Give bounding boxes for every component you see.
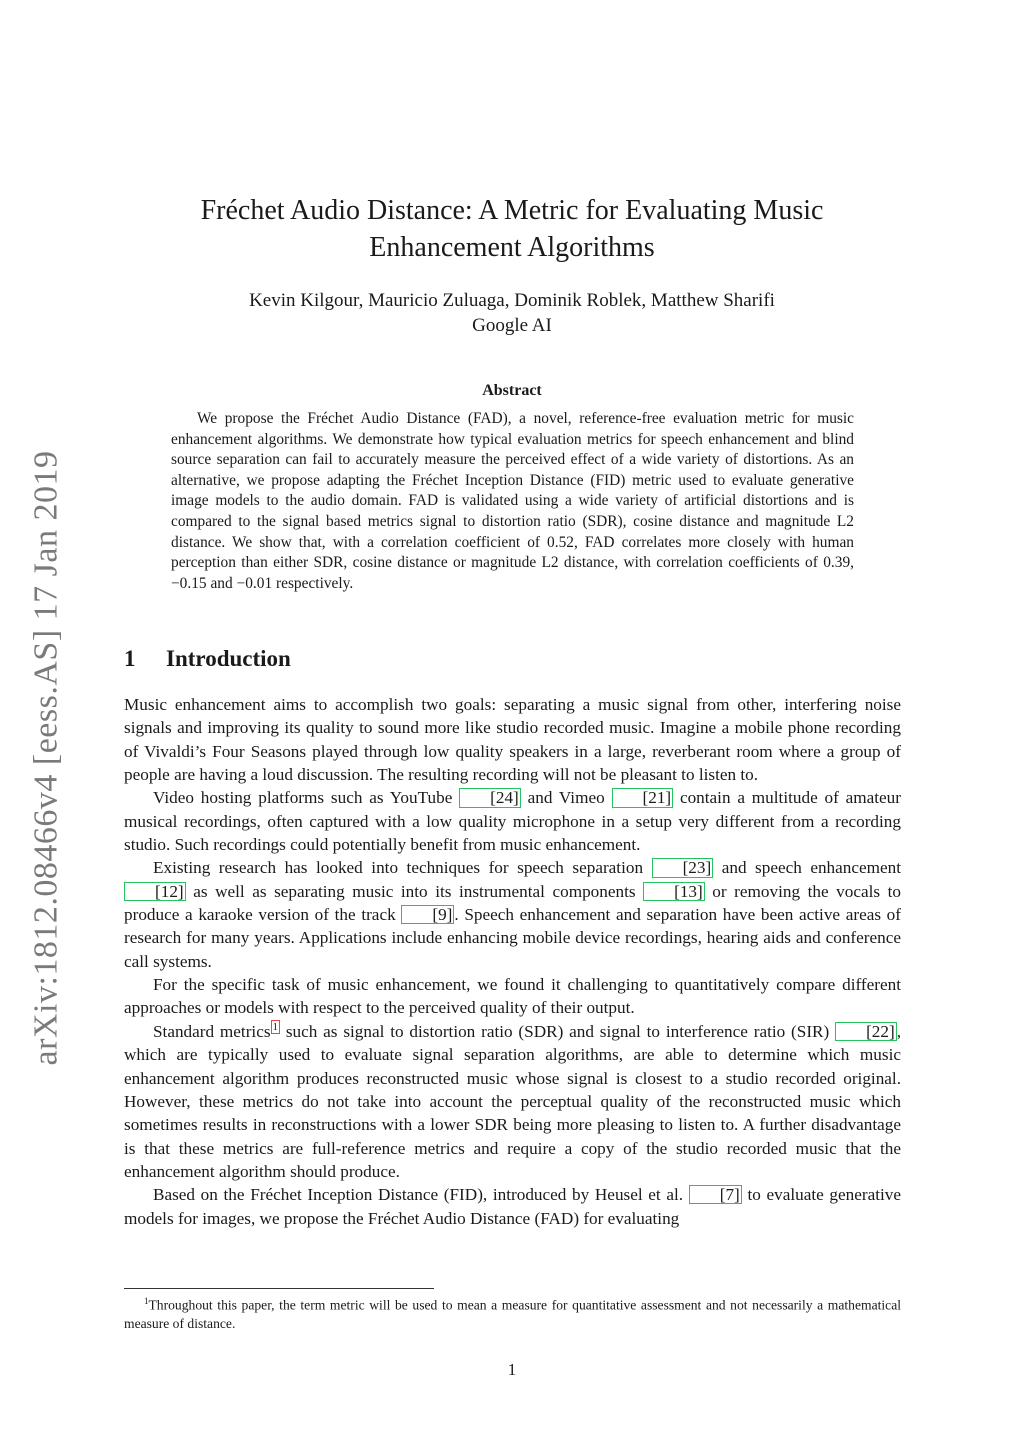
paragraph-6: [124, 1183, 901, 1230]
text-run: , which are typically used to evaluate signal separation algorithms, are able to determine which music enhancement algorithm produces reconstructed music whose signal is closest to a studio recorded original. However, these metrics do not take into account the perceptual quality of the reconstructed music which sometimes results in reconstructions with a lower SDR being more pleasing to listen to. A further disadvantage is that these metrics are full-reference metrics and require a copy of the studio recorded music that the enhancement algorithm should produce.: [124, 1021, 901, 1181]
affiliation: Google AI: [472, 315, 552, 336]
footnote-mark: 1: [144, 1296, 149, 1306]
text-run: Existing research has looked into techniques for speech separation: [153, 858, 652, 878]
section-title: Introduction: [166, 646, 291, 671]
abstract-heading: Abstract: [482, 382, 542, 399]
footnote: [124, 1292, 901, 1333]
text-run: contain a multitude of amateur musical recordings, often captured with a low quality microphone in a setup very different from a recording studio. Such recordings could potentially benefit from music enhancement.: [124, 788, 901, 855]
author-list: Kevin Kilgour, Mauricio Zuluaga, Dominik Roblek, Matthew Sharifi: [249, 290, 775, 311]
author-block: [120, 288, 904, 338]
footnote-text: Throughout this paper, the term metric will be used to mean a measure for quantitative assessment and not necessarily a mathematical measure of distance.: [124, 1297, 901, 1331]
section-heading: [124, 646, 291, 672]
citation-link[interactable]: [22]: [835, 1022, 897, 1041]
paragraph-1: Music enhancement aims to accomplish two goals: separating a music signal from other, interfering noise signals and improving its quality to sound more like studio recorded music. Imagine a mobile phone recording of Vivaldi’s Four Seasons played through low quality speakers in a large, reverberant room where a group of people are having a loud discussion. The resulting recording will not be pleasant to listen to.: [124, 695, 901, 785]
text-run: as well as separating music into its instrumental components: [185, 881, 644, 901]
abstract-text: We propose the Fréchet Audio Distance (FAD), a novel, reference-free evaluation metric for music enhancement algorithms. We demonstrate how typical evaluation metrics for speech enhancement and blind source separation can fail to accurately measure the perceived effect of a wide variety of distortions. As an alternative, we propose adapting the Fréchet Inception Distance (FID) metric used to evaluate generative image models to the audio domain. FAD is validated using a wide variety of artificial distortions and is compared to the signal based metrics signal to distortion ratio (SDR), cosine distance and magnitude L2 distance. We show that, with a correlation coefficient of 0.52, FAD correlates more closely with human perception than either SDR, cosine distance or magnitude L2 distance, with correlation coefficients of 0.39, −0.15 and −0.01 respectively.: [171, 410, 854, 592]
text-run: . Speech enhancement and separation have been active areas of research for many years. Applications include enhancing mobile device recordings, hearing aids and conference call systems.: [124, 905, 902, 971]
paragraph-5: [124, 1020, 901, 1183]
paragraph-4: For the specific task of music enhancement, we found it challenging to quantitatively compare different approaches or models with respect to the perceived quality of their output.: [124, 975, 901, 1018]
text-run: Video hosting platforms such as YouTube: [153, 788, 460, 808]
body-text: [124, 693, 901, 1230]
text-run: or removing the vocals to produce a karaoke version of the track: [124, 881, 901, 925]
citation-link[interactable]: [7]: [689, 1185, 742, 1204]
text-run: Standard metrics: [153, 1021, 271, 1041]
citation-link[interactable]: [23]: [652, 858, 714, 877]
title-line-2: Enhancement Algorithms: [369, 232, 655, 263]
page-number: 1: [507, 1360, 517, 1379]
paragraph-2: [124, 786, 901, 856]
paragraph-3: [124, 856, 901, 973]
footnote-link[interactable]: 1: [272, 1021, 279, 1034]
text-run: such as signal to distortion ratio (SDR) and signal to interference ratio (SIR): [280, 1021, 836, 1041]
title-line-1: Fréchet Audio Distance: A Metric for Evaluating Music: [200, 195, 824, 226]
arxiv-identifier: [18, 448, 74, 1068]
citation-link[interactable]: [24]: [459, 788, 521, 807]
citation-link[interactable]: [9]: [401, 905, 454, 924]
text-run: and speech enhancement: [713, 858, 901, 878]
text-run: to evaluate generative models for images, we propose the Fréchet Audio Distance (FAD) for evaluating: [124, 1185, 901, 1228]
text-run: and Vimeo: [520, 788, 612, 808]
text-run: Based on the Fréchet Inception Distance (FID), introduced by Heusel et al.: [153, 1185, 689, 1205]
footnote-divider: [124, 1288, 434, 1289]
paper-title: [120, 192, 904, 266]
arxiv-identifier-text: arXiv:1812.08466v4 [eess.AS] 17 Jan 2019: [27, 450, 64, 1066]
citation-link[interactable]: [13]: [643, 882, 705, 901]
citation-link[interactable]: [21]: [612, 788, 674, 807]
section-number: 1: [124, 646, 136, 671]
citation-link[interactable]: [12]: [124, 882, 186, 901]
